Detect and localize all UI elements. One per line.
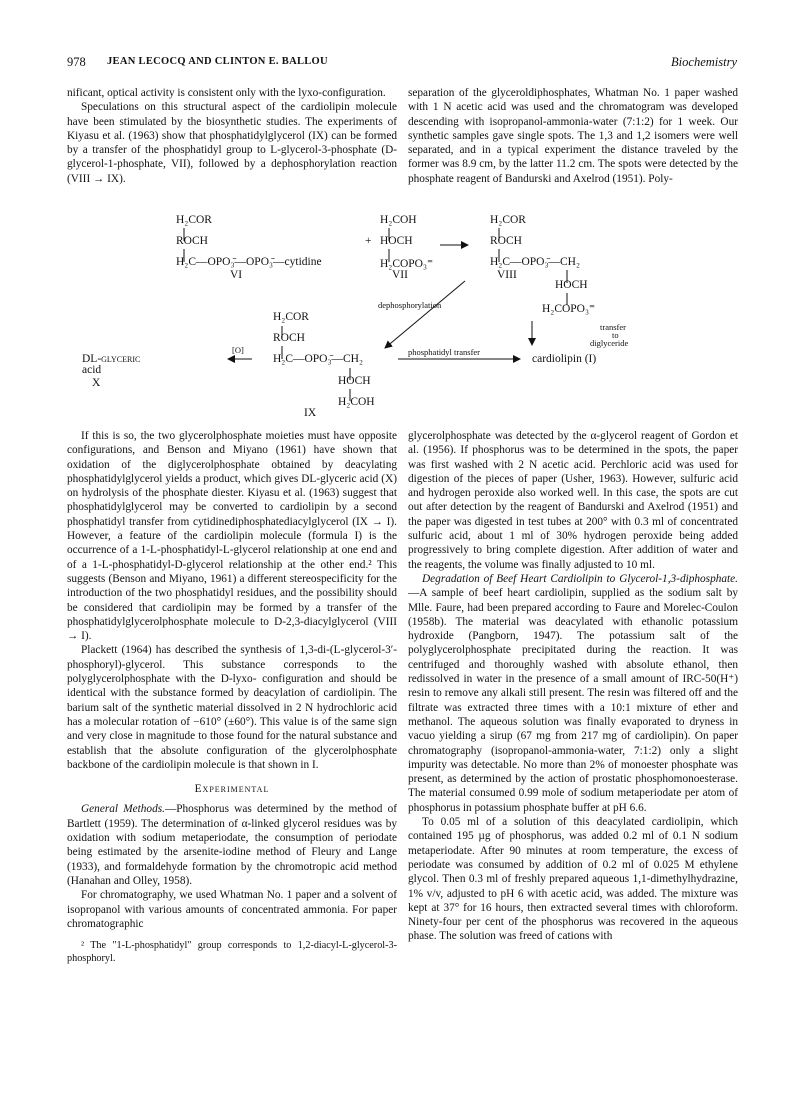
paragraph bbox=[67, 802, 397, 888]
compound-ix-line2: ROCH bbox=[273, 332, 305, 344]
compound-vi-label: VI bbox=[230, 269, 243, 281]
scheme-bonds-and-arrows bbox=[170, 213, 670, 421]
methods-label: General Methods. bbox=[81, 803, 165, 816]
transfer-label: transfer bbox=[600, 322, 626, 332]
oxidation-label: [O] bbox=[232, 345, 244, 355]
compound-vii-line3: H₂COPO₃⁼ bbox=[380, 258, 434, 270]
phosphatidyl-transfer-label: phosphatidyl transfer bbox=[408, 347, 480, 357]
plus-sign: + bbox=[365, 235, 372, 247]
compound-vii-label: VII bbox=[392, 269, 408, 281]
paragraph: glycerolphosphate was detected by the α-glycerol reagent of Gordon et al. (1956). If phosphorus was to be determined in the spots, the paper was first washed with 2 N acetic acid. Perchloric acid was used for digestion of the pieces of paper (Usher, 1963). However, sulfuric acid and hydrogen peroxide also worked well. In this case, the spots are cut out after detection by the reagent of Bandurski and Axelrod (1951) and the paper was digested in test tubes at 200° with 0.3 ml of concentrated sulfuric acid, about 1 ml of 30% hydrogen peroxide being added progressively to bring complete digestion. After addition of water and the reagents, the volume was finally adjusted to 10 ml. bbox=[408, 430, 738, 571]
paragraph: separation of the glyceroldiphosphates, Whatman No. 1 paper washed with 1 N acetic acid was used and the chromatogram was developed descending with isopropanol-ammonia-water (7:1:2) for 1 week. Our synthetic samples gave single spots. The 1,3 and 1,2 isomers were well separated, and in a typical experiment the distance traveled by the former was 8.9 cm, by the latter 11.2 cm. The spots were detected by the phosphate reagent of Bandurski and Axelrod (1951). Poly- bbox=[408, 87, 738, 185]
glyceric-acid-line1: DL-glyceric bbox=[82, 353, 141, 365]
section-heading: Experimental bbox=[194, 783, 270, 796]
compound-ix-line1: H₂COR bbox=[273, 311, 309, 323]
running-header bbox=[67, 55, 737, 73]
reaction-scheme bbox=[82, 213, 670, 421]
bottom-right-column bbox=[408, 429, 738, 944]
bottom-left-column bbox=[67, 429, 397, 965]
paragraph: Speculations on this structural aspect of the cardiolipin molecule have been stimulated by the biosynthetic studies. The experiments of Kiyasu et al. (1963) show that phosphatidylglycerol (IX) can be formed by a transfer of the phosphatidyl group to L-glycerol-3-phosphate (D-glycerol-1-phosphate, VII), followed by a dephosphorylation reaction (VIII → IX). bbox=[67, 101, 397, 185]
cardiolipin-label: cardiolipin (I) bbox=[532, 353, 597, 365]
glyceric-acid-line2: acid bbox=[82, 364, 102, 376]
paragraph: nificant, optical activity is consistent only with the lyxo-configuration. bbox=[67, 87, 386, 99]
compound-vii-line2: HOCH bbox=[380, 235, 413, 247]
compound-ix-line5: H₂COH bbox=[338, 396, 375, 408]
compound-ix-label: IX bbox=[304, 407, 317, 419]
page-number: 978 bbox=[67, 55, 86, 69]
diglyceride-label: diglyceride bbox=[590, 338, 629, 348]
degradation-label: Degradation of Beef Heart Cardiolipin to Glycerol-1,3-diphosphate. bbox=[422, 572, 738, 585]
running-authors: JEAN LECOCQ AND CLINTON E. BALLOU bbox=[107, 56, 328, 67]
dephosphorylation-label: dephosphorylation bbox=[378, 300, 442, 310]
compound-vi-line1: H₂COR bbox=[176, 214, 212, 226]
paragraph: If this is so, the two glycerolphosphate moieties must have opposite configurations, and Benson and Miyano (1961) have shown that oxidation of the diglycerolphosphate obtained by deacylating phosphatidylglycerol yields a product, which gives DL-glyceric acid (X) on hydrolysis of the phosphate diester. Kiyasu et al. (1963) suggest that phosphatidylglycerol may be converted to cardiolipin by a second phosphatidyl transfer from cytidinediphosphatediacylglycerol (IX → I). However, a feature of the cardiolipin molecule (formula I) is the occurrence of a 1-L-phosphatidyl-L-glycerol relationship at one end and of a 1-L-phosphatidyl-D-glycerol relationship at the other end.² This suggests (Benson and Miyano, 1961) a different stereospecificity for the introduction of the two phosphatidyl residues, and the possibility should be considered that cardiolipin may be formed by a transfer of the phosphatidylglycerolphosphate molecule to D-2,3-diacylglycerol (VIII → I). bbox=[67, 430, 397, 643]
top-left-column bbox=[67, 86, 397, 186]
compound-viii-label: VIII bbox=[497, 269, 517, 281]
compound-viii-line2: ROCH bbox=[490, 235, 522, 247]
degradation-text: —A sample of beef heart cardiolipin, supplied as the sodium salt by Mlle. Faure, had been prepared according to Faure and Morelec-Coulon (1958b). The material was deacylated with ethanolic potassium hydroxide (Pangborn, 1947). The potassium salt of the polyglycerolphosphate precipitated during the reaction. It was centrifuged and thoroughly washed with absolute ethanol, then redissolved in water in the presence of a small amount of IRC-50(H⁺) resin to remove any alkali still present. The resin was filtered off and the filtrate was extracted three times with a 10:1 mixture of ether and methanol. The aqueous solution was finally evaporated to dryness in vacuo yielding a sirup (67 mg from 217 mg of cardiolipin). On paper chromatography (isopropanol-ammonia-water, 7:1:2) only a slight impurity was detectable. No more than 2% of monoester phosphate was present, as determined by the action of prostatic phosphomonoesterase. The material consumed 0.99 mole of sodium metaperiodate per atom of phosphorus in potassium phosphate buffer at pH 6.6. bbox=[408, 587, 738, 814]
footnote: ² The "1-L-phosphatidyl" group corresponds to 1,2-diacyl-L-glycerol-3-phosphoryl. bbox=[67, 940, 397, 965]
paragraph bbox=[408, 572, 738, 815]
paragraph: For chromatography, we used Whatman No. 1 paper and a solvent of isopropanol with various amounts of concentrated ammonia. For paper chromatographic bbox=[67, 889, 397, 930]
compound-viii-line1: H₂COR bbox=[490, 214, 526, 226]
compound-x-label: X bbox=[92, 377, 101, 389]
paragraph: Plackett (1964) has described the synthesis of 1,3-di-(L-glycerol-3′-phosphoryl)-glycerol. This substance corresponds to the polyglycerolphosphate with the D-lyxo- configuration and should be identical with the substance formed by deacylation of cardiolipin. The barium salt of the synthetic material dissolved in 2 N hydrochloric acid has a molecular rotation of −610° (±60°). This value is of the same sign and very close in magnitude to those found for the natural substance and establish that the absolute configuration of the glycerolphosphate backbone of the cardiolipin molecule is that shown in I. bbox=[67, 644, 397, 771]
compound-viii-line4: HOCH bbox=[555, 279, 588, 291]
transfer-to-label: to bbox=[612, 330, 619, 340]
paragraph: To 0.05 ml of a solution of this deacylated cardiolipin, which contained 195 µg of phosphorus, was added 0.2 ml of 0.1 N sodium metaperiodate. After 90 minutes at room temperature, the excess of periodate was consumed by addition of 0.2 ml of 0.025 M ethylene glycol. Then 0.3 ml of freshly prepared aqueous 1,1-dimethylhydrazine, 1% v/v, adjusted to pH 6 with acetic acid, was added. The mixture was kept at 37° for 16 hours, then extracted several times with chloroform. Ninety-four per cent of the phosphorus was recovered in the aqueous phase. The solution was freed of cations with bbox=[408, 816, 738, 943]
compound-vii-line1: H₂COH bbox=[380, 214, 417, 226]
methods-text: —Phosphorus was determined by the method of Bartlett (1959). The determination of α-linked glycerol residues was by oxidation with sodium metaperiodate, the consumption of periodate being estimated by the arsenite-iodine method of Fleury and Lange (1933), and formaldehyde formation by the chromotropic acid method (Hanahan and Olley, 1958). bbox=[67, 803, 397, 887]
top-right-column bbox=[408, 86, 738, 186]
compound-ix-line3: H₂C—OPO₃̄—CH₂ bbox=[273, 353, 363, 365]
compound-vi-line3: H₂C—OPO₃̄—OPO₃̄—cytidine bbox=[176, 256, 322, 268]
compound-viii-line3: H₂C—OPO₃̄—CH₂ bbox=[490, 256, 580, 268]
compound-ix-line4: HOCH bbox=[338, 375, 371, 387]
journal-name: Biochemistry bbox=[671, 55, 737, 69]
compound-viii-line5: H₂COPO₃⁼ bbox=[542, 303, 596, 315]
compound-vi-line2: ROCH bbox=[176, 235, 208, 247]
